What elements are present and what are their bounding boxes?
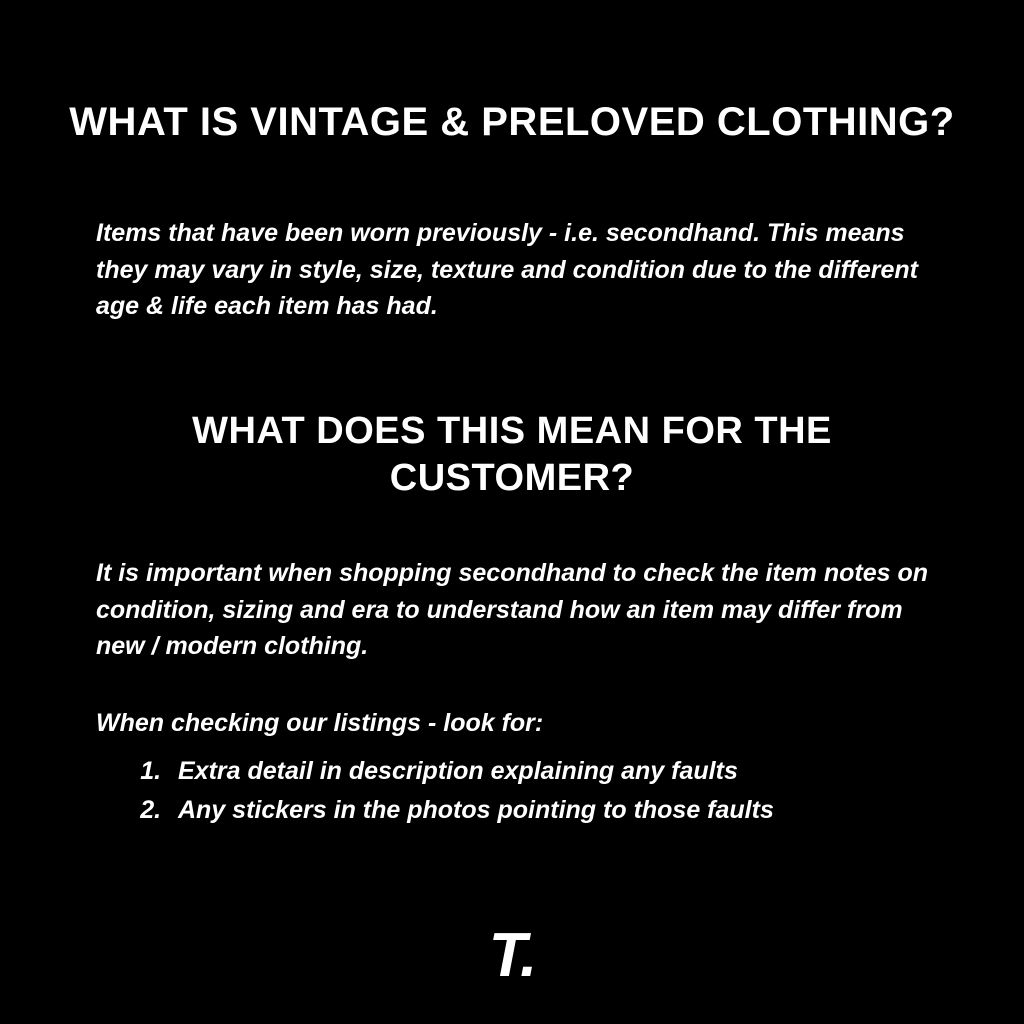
list-item: 2. Any stickers in the photos pointing to those faults <box>168 791 936 830</box>
section-title-customer: WHAT DOES THIS MEAN FOR THE CUSTOMER? <box>192 409 832 500</box>
list-item: 1. Extra detail in description explaining any faults <box>168 752 936 791</box>
listings-prompt: When checking our listings - look for: <box>96 709 544 737</box>
intro-paragraph: Items that have been worn previously - i.e. secondhand. This means they may vary in style, size, texture and condition due to the different age & life each item has had. <box>96 219 918 320</box>
brand-logo: T. <box>488 921 536 990</box>
customer-paragraph: It is important when shopping secondhand to check the item notes on condition, sizing and era to understand how an item may differ from new / modern clothing. <box>96 559 929 660</box>
page-title: WHAT IS VINTAGE & PRELOVED CLOTHING? <box>69 99 955 144</box>
faults-list-block <box>96 752 936 830</box>
faults-list <box>96 752 936 830</box>
